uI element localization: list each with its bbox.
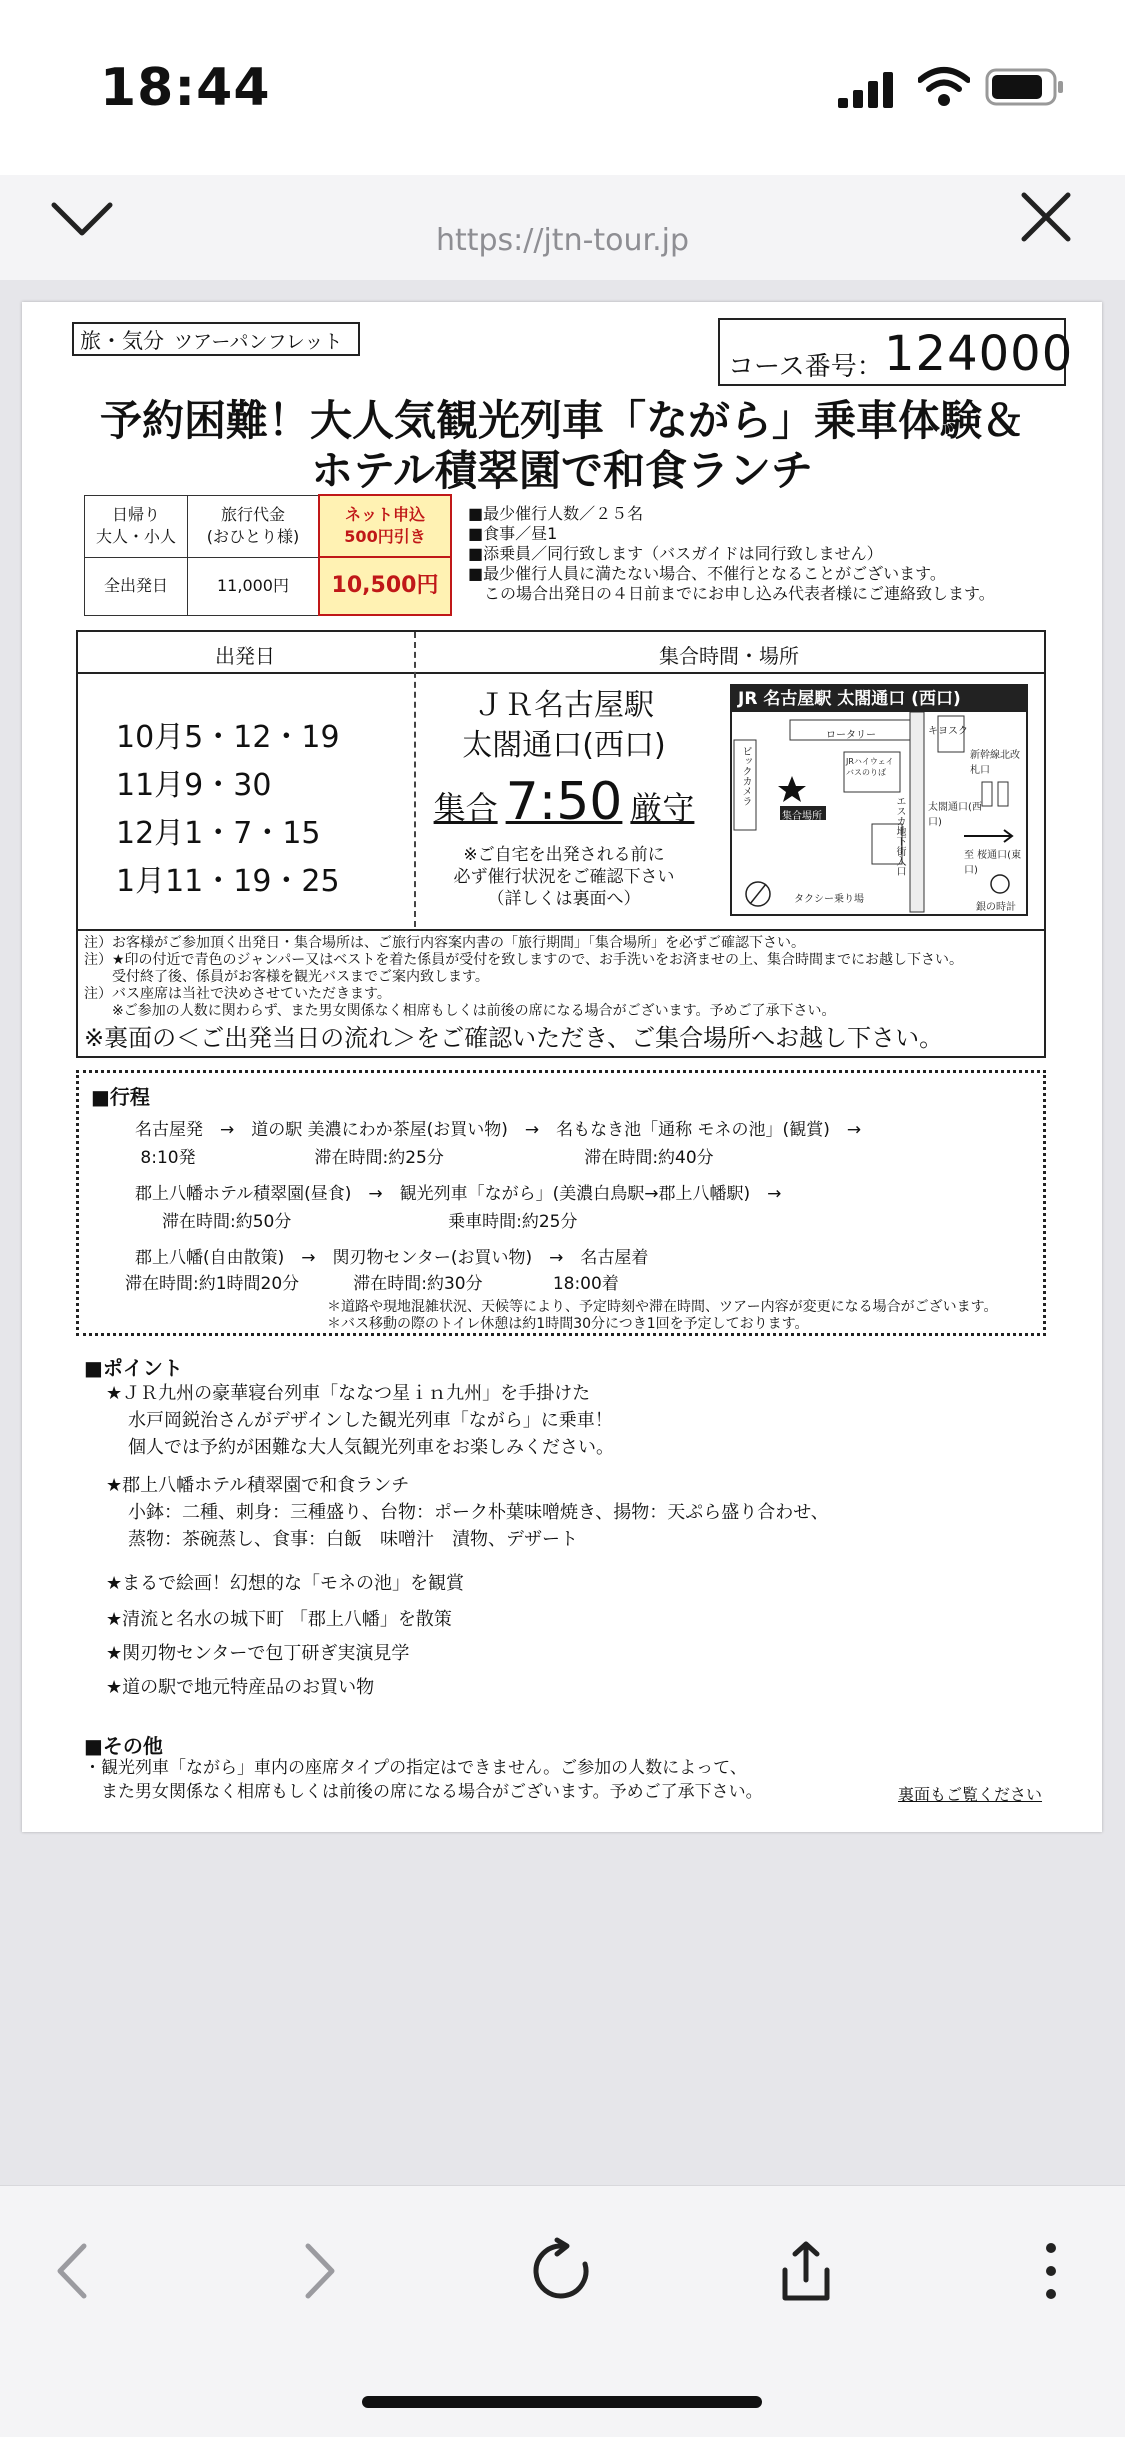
other-text [84, 1756, 763, 1804]
itinerary-row: 8:10発 滞在時間:約25分 滞在時間:約40分 [135, 1148, 714, 1168]
map-label-shinkansen: 新幹線北改札口 [970, 750, 1020, 776]
departure-date: 10月5・12・19 [116, 720, 340, 755]
battery-icon [985, 66, 1065, 108]
point-item: ★まるで絵画！幻想的な「モネの池」を観賞 [106, 1573, 464, 1594]
condition-line: ■最少催行人数／２５名 [468, 504, 644, 523]
course-number-box [718, 318, 1074, 386]
course-number: 124000 [884, 326, 1074, 382]
itinerary-row: 郡上八幡(自由散策) → 関刃物センター(お買い物) → 名古屋着 [135, 1248, 649, 1268]
meeting-note-line: ※ご自宅を出発される前に [463, 845, 665, 865]
other-line: また男女関係なく相席もしくは前後の席になる場合がございます。予めご了承下さい。 [84, 1782, 763, 1802]
price-table [84, 494, 452, 616]
meeting-exit: 太閤通口(西口) [462, 728, 666, 763]
wifi-icon [918, 66, 970, 108]
meeting-note [414, 844, 714, 910]
schedule-note: 注）お客様がご参加頂く出発日・集合場所は、ご旅行内容案内書の「旅行期間」「集合場所」を必ずご確認下さい。 [84, 935, 805, 951]
pamphlet-label: ツアーパンフレット [174, 331, 343, 353]
url-label[interactable]: https://jtn-tour.jp [435, 223, 690, 258]
map-title: JR 名古屋駅 太閤通口 (西口) [732, 686, 1026, 712]
point-detail: 小鉢：二種、刺身：三種盛り、台物：ポーク朴葉味噌焼き、揚物：天ぷら盛り合わせ、 [128, 1502, 829, 1523]
meeting-time: 7:50 [505, 772, 623, 832]
meeting-prefix: 集合 [433, 789, 498, 827]
map-label-meeting: 集合場所 [782, 811, 822, 822]
other-line: ・観光列車「ながら」車内の座席タイプの指定はできません。ご参加の人数によって、 [84, 1758, 747, 1778]
itinerary-note: ＊バス移動の際のトイレ休憩は約1時間30分につき1回を予定しております。 [327, 1316, 809, 1332]
point-detail: 個人では予約が困難な大人気観光列車をお楽しみください。 [128, 1437, 614, 1458]
meeting-time-line [414, 772, 714, 832]
point-item: ★道の駅で地元特産品のお買い物 [106, 1677, 375, 1698]
departure-date: 11月9・30 [116, 768, 272, 803]
itinerary-row: 滞在時間:約1時間20分 滞在時間:約30分 18:00着 [125, 1274, 619, 1294]
itinerary-title: ■行程 [91, 1085, 150, 1109]
schedule-note: 受付終了後、係員がお客様を観光バスまでご案内致します。 [84, 969, 489, 985]
map-label-clock: 銀の時計 [976, 902, 1016, 913]
point-item: ★清流と名水の城下町 「郡上八幡」を散策 [106, 1609, 452, 1630]
back-side-link[interactable]: 裏面もご覧ください [898, 1785, 1043, 1804]
point-item [106, 1472, 829, 1553]
status-bar [0, 0, 1125, 175]
home-indicator[interactable] [362, 2396, 762, 2408]
net-discount-label: 500円引き [344, 527, 426, 546]
map-label-taiko: 太閤通口(西口) [928, 802, 982, 828]
station-map [730, 684, 1028, 916]
condition-line: ■添乗員／同行致します（バスガイドは同行致しません） [468, 544, 883, 563]
itinerary-note: ＊道路や現地混雑状況、天候等により、予定時刻や滞在時間、ツアー内容が変更になる場合がございます。 [327, 1299, 998, 1315]
point-detail: 水戸岡鋭治さんがデザインした観光列車「ながら」に乗車！ [128, 1410, 613, 1431]
points-title: ■ポイント [84, 1356, 183, 1380]
price-row-label: 全出発日 [85, 557, 188, 615]
schedule-note: 注）バス座席は当社で決めさせていただきます。 [84, 986, 391, 1002]
schedule-header [78, 632, 1044, 674]
schedule-note: 注）★印の付近で青色のジャンパー又はベストを着た係員が受付を致しますので、お手洗いをお済ませの上、集合時間までにお越し下さい。 [84, 952, 964, 968]
schedule-important-note: ※裏面の＜ご出発当日の流れ＞をご確認いただき、ご集合場所へお越し下さい。 [84, 1024, 944, 1052]
condition-line: ■食事／昼1 [468, 524, 558, 543]
condition-line: この場合出発日の４日前までにお申し込み代表者様にご連絡致します。 [468, 584, 995, 603]
meeting-station: ＪＲ名古屋駅 [474, 688, 654, 723]
map-label-sakura: 至 桜通口(東口) [964, 850, 1022, 876]
net-label: ネット申込 [344, 505, 425, 524]
departure-date: 1月11・19・25 [116, 864, 340, 899]
forward-icon[interactable] [282, 2236, 352, 2306]
reload-icon[interactable] [527, 2236, 597, 2306]
map-label-bus: JRハイウェイバスのりば [846, 757, 894, 777]
schedule-table [76, 630, 1046, 1058]
itinerary-row: 名古屋発 → 道の駅 美濃にわか茶屋(お買い物) → 名もなき池「通称 モネの池」(観賞) → [135, 1120, 862, 1140]
map-label-bic: ビックカメラ [740, 746, 751, 806]
meeting-suffix: 厳守 [630, 789, 695, 827]
point-item: ★関刃物センターで包丁研ぎ実演見学 [106, 1643, 410, 1664]
brand-logo [72, 322, 360, 356]
meeting-info [414, 686, 714, 910]
price-fee-cell [188, 495, 320, 557]
price-fee-sub: (おひとり様) [206, 527, 300, 546]
tour-title-line1: 予約困難！大人気観光列車「ながら」乗車体験＆ [99, 396, 1024, 445]
departure-dates [116, 714, 340, 906]
point-item [106, 1380, 614, 1461]
share-icon[interactable] [771, 2236, 841, 2306]
point-detail: 蒸物：茶碗蒸し、食事：白飯 味噌汁 漬物、デザート [128, 1529, 578, 1550]
schedule-notes [78, 929, 1044, 1058]
meeting-note-line: （詳しくは裏面へ） [487, 889, 641, 909]
browser-top-bar [0, 175, 1125, 280]
pamphlet-page [22, 302, 1102, 1832]
more-icon[interactable] [1016, 2236, 1086, 2306]
departure-date-header: 出発日 [215, 644, 275, 668]
price-type-cell [85, 495, 188, 557]
tour-title-line2: ホテル積翠園で和食ランチ [311, 446, 813, 495]
net-discount-cell [319, 495, 451, 557]
departure-date: 12月1・7・15 [116, 816, 321, 851]
point-heading: ★郡上八幡ホテル積翠園で和食ランチ [106, 1475, 410, 1496]
condition-line: ■最少催行人員に満たない場合、不催行となることがございます。 [468, 564, 946, 583]
itinerary-row: 郡上八幡ホテル積翠園(昼食) → 観光列車「ながら」(美濃白鳥駅→郡上八幡駅) → [135, 1184, 782, 1204]
map-label-esca: エスカ地下街入口 [894, 796, 905, 876]
brand-name: 旅・気分 [80, 329, 164, 353]
status-time: 18:44 [100, 58, 271, 118]
other-title: ■その他 [84, 1734, 163, 1758]
itinerary-row: 滞在時間:約50分 乗車時間:約25分 [135, 1212, 578, 1232]
net-price: 10,500円 [319, 557, 451, 615]
map-label-taxi: タクシー乗り場 [794, 894, 864, 905]
meeting-note-line: 必ず催行状況をご確認下さい [453, 867, 675, 887]
itinerary-box [76, 1070, 1046, 1336]
regular-price: 11,000円 [188, 557, 320, 615]
price-type-sub: 大人・小人 [95, 527, 176, 546]
meeting-header: 集合時間・場所 [659, 644, 799, 668]
meeting-point-star-icon [778, 776, 806, 802]
schedule-note: ※ご参加の人数に関わらず、また男女関係なく相席もしくは前後の席になる場合がございます。予めご了承下さい。 [84, 1003, 836, 1019]
back-icon[interactable] [40, 2236, 110, 2306]
map-label-rotary: ロータリー [826, 730, 876, 741]
point-heading: ★ＪＲ九州の豪華寝台列車「ななつ星ｉｎ九州」を手掛けた [106, 1383, 591, 1404]
cellular-signal-icon [838, 72, 896, 108]
price-fee-label: 旅行代金 [220, 505, 285, 524]
tour-conditions [468, 504, 995, 604]
course-label: コース番号： [728, 352, 883, 382]
close-icon[interactable] [1018, 189, 1074, 245]
itinerary-notes [327, 1299, 997, 1333]
price-type-label: 日帰り [111, 505, 160, 524]
map-label-kiosk: キヨスク [928, 726, 968, 737]
